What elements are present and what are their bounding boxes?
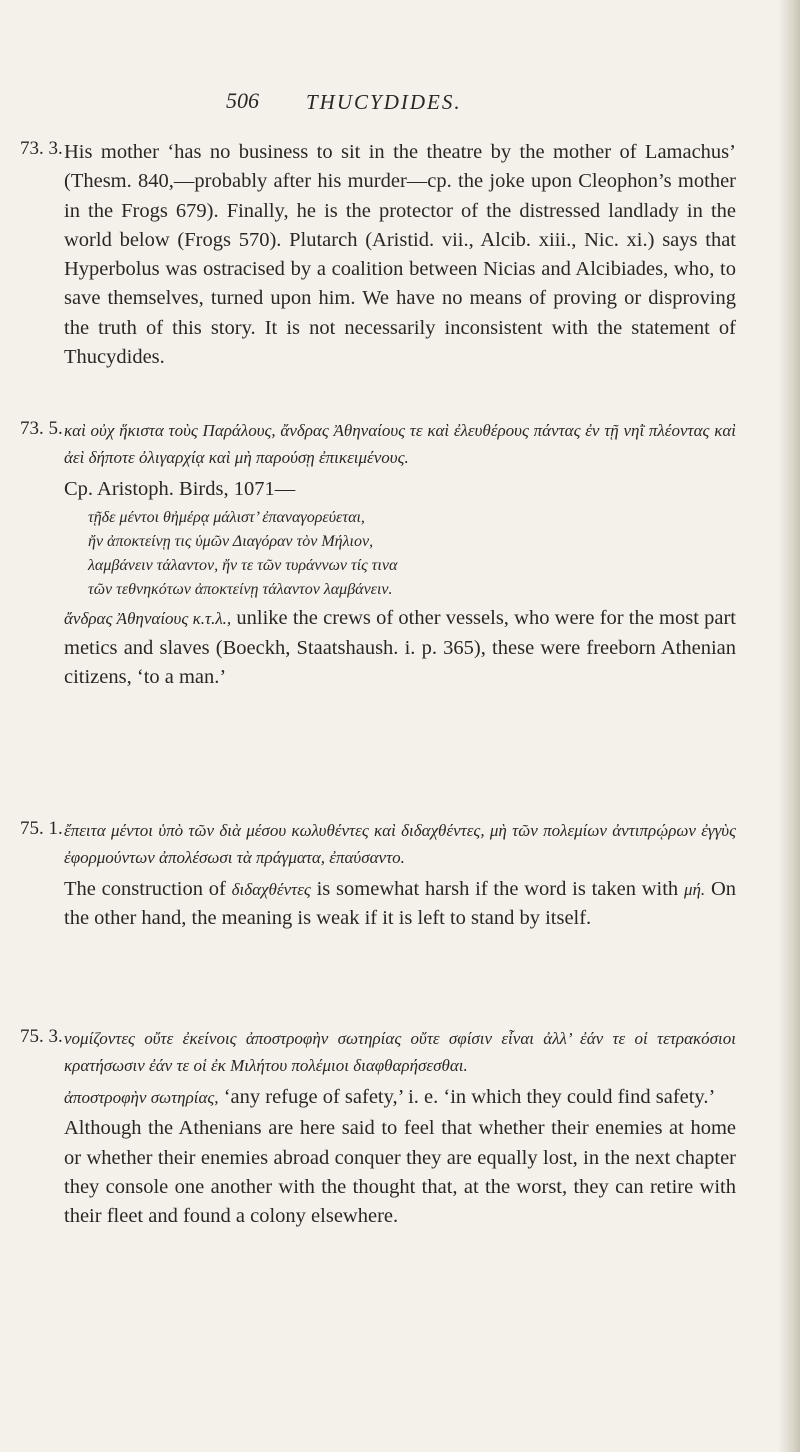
greek-lemma-text: νομίζοντες οὔτε ἐκείνοις ἀποστροφὴν σωτηρίας οὔτε σφίσιν εἶναι ἀλλ’ ἐάν τε οἱ τετρακόσιοι κρατήσωσιν ἐάν τε οἱ ἐκ Μιλήτου πολέμιοι διαφθαρήσεσθαι. bbox=[64, 1029, 736, 1075]
gloss-text: ‘any refuge of safety,’ i. e. ‘in which they could find safety.’ bbox=[223, 1086, 716, 1108]
commentary-text: is somewhat harsh if the word is taken with bbox=[316, 878, 679, 900]
commentary-paragraph bbox=[64, 875, 736, 934]
greek-quotation bbox=[64, 506, 736, 602]
greek-lemma-text: καὶ οὐχ ἥκιστα τοὺς Παράλους, ἄνδρας Ἀθηναίους τε καὶ ἐλευθέρους πάντας ἐν τῇ νηῒ πλέοντας καὶ ἀεὶ δήποτε ὀλιγαρχίᾳ καὶ μὴ παρούσῃ ἐπικειμένους. bbox=[64, 421, 736, 467]
greek-lemma-text: ἔπειτα μέντοι ὑπὸ τῶν διὰ μέσου κωλυθέντες καὶ διδαχθέντες, μὴ τῶν πολεμίων ἀντιπρῴρων ἐγγὺς ἐφορμούντων ἀπολέσωσι τὰ πράγματα, ἐπαύσαντο. bbox=[64, 821, 736, 867]
quotation-line: ἤν ἀποκτείνῃ τις ὑμῶν Διαγόραν τὸν Μήλιον, bbox=[88, 533, 374, 551]
cross-reference: Cp. Aristoph. Birds, 1071— bbox=[64, 478, 296, 500]
commentary-paragraph bbox=[64, 1083, 736, 1112]
greek-word: μή. bbox=[683, 880, 706, 899]
commentary-paragraph bbox=[64, 604, 736, 692]
commentary-paragraph: Although the Athenians are here said to feel that whether their enemies at home or whether their enemies abroad conquer they are equally lost, in the next chapter they console one another with the thought that, at the worst, they can retire with their fleet and found a colony elsewhere. bbox=[64, 1117, 736, 1228]
note-reference: 73. 3. bbox=[20, 138, 63, 159]
quotation-line: τῶν τεθνηκότων ἀποκτείνῃ τάλαντον λαμβάνειν. bbox=[88, 581, 393, 599]
note-reference: 75. 3. bbox=[20, 1026, 63, 1047]
note-body bbox=[64, 1026, 736, 1231]
note-reference: 75. 1. bbox=[20, 818, 63, 839]
commentary-text: The construction of bbox=[64, 878, 226, 900]
commentary-text: On the other hand, the meaning is weak if it is left to stand by itself. bbox=[64, 878, 737, 930]
greek-word: διδαχθέντες bbox=[231, 880, 311, 899]
page-edge-shadow bbox=[778, 0, 800, 1452]
commentary-text: unlike the crews of other vessels, who were for the most part metics and slaves (Boeckh, Staatshaush. i. p. 365), these were freeborn Athenian citizens, ‘to a man.’ bbox=[64, 607, 737, 688]
commentary-paragraph: His mother ‘has no business to sit in the theatre by the mother of Lamachus’ (Thesm. 840,—probably after his murder—cp. the joke upon Cleophon’s mother in the Frogs 679). Finally, he is the protector of the distressed landlady in the world below (Frogs 570). Plutarch (Aristid. vii., Alcib. xiii., Nic. xi.) says that Hyperbolus was ostracised by a coalition between Nicias and Alcibiades, who, to save themselves, turned upon him. We have no means of proving or disproving the truth of this story. It is not necessarily inconsistent with the statement of Thucydides. bbox=[64, 141, 736, 369]
note-body bbox=[64, 818, 736, 934]
greek-lemma: ἄνδρας Ἀθηναίους κ.τ.λ., bbox=[64, 609, 232, 629]
quotation-line: τῇδε μέντοι θἠμέρᾳ μάλιστ’ ἐπαναγορεύεται, bbox=[88, 509, 365, 527]
quotation-line: λαμβάνειν τάλαντον, ἤν τε τῶν τυράννων τίς τινα bbox=[88, 557, 398, 575]
note-body bbox=[64, 138, 736, 372]
page-number: 506 bbox=[226, 88, 259, 113]
running-head: THUCYDIDES. bbox=[306, 90, 462, 114]
note-body bbox=[64, 418, 736, 692]
page-header bbox=[0, 88, 800, 128]
greek-lemma: ἀποστροφὴν σωτηρίας, bbox=[64, 1088, 219, 1107]
note-reference: 73. 5. bbox=[20, 418, 63, 439]
